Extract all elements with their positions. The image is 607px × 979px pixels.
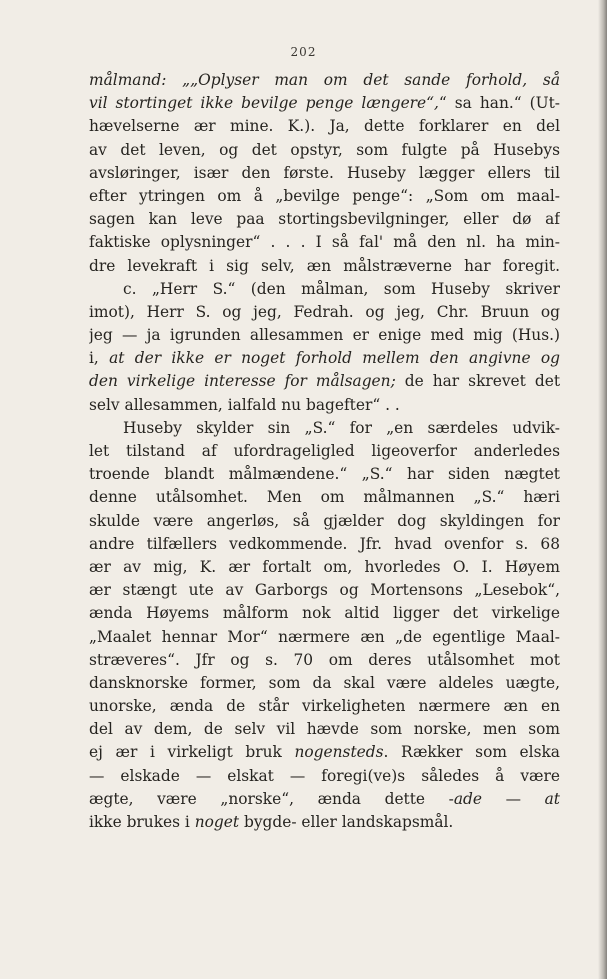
text-line <box>89 788 560 811</box>
text-segment: imot), Herr S. og jeg, Fedrah. og jeg, Chr. Bruun og <box>89 302 560 321</box>
text-line <box>89 208 560 231</box>
text-segment: — <box>481 789 545 808</box>
text-segment: — elskade — elskat — foregi(ve)s således å være <box>89 766 560 785</box>
text-line <box>89 115 560 138</box>
text-line <box>89 278 560 301</box>
text-segment: selv allesammen, ialfald nu bagefter“ . . <box>89 395 400 414</box>
text-line <box>89 486 560 509</box>
text-line <box>89 602 560 625</box>
text-segment: ænda Høyems målform nok altid ligger det virkelige <box>89 604 560 623</box>
text-line <box>89 649 560 672</box>
text-segment: hævelserne ær mine. K.). Ja, dette forklarer en del <box>89 117 560 136</box>
italic-text-segment: målmand: „„Oplyser man om det sande forhold, så <box>89 71 560 89</box>
text-line <box>89 231 560 254</box>
text-segment: faktiske oplysninger“ . . . I så fal' må den nl. ha min- <box>89 233 560 252</box>
text-line <box>89 139 560 162</box>
text-line <box>89 347 560 370</box>
text-line <box>89 579 560 602</box>
text-segment: av det leven, og det opstyr, som fulgte på Husebys <box>89 140 560 159</box>
text-segment: jeg — ja igrunden allesammen er enige med mig (Hus.) <box>89 326 560 345</box>
italic-text-segment: nogensteds <box>294 743 384 762</box>
text-segment: denne utålsomhet. Men om målmannen „S.“ hæri <box>89 488 560 507</box>
text-segment: ikke brukes i <box>89 813 195 831</box>
text-line <box>89 718 560 741</box>
text-segment: Huseby skylder sin „S.“ for „en særdeles udvik- <box>123 418 560 437</box>
text-line <box>89 301 560 324</box>
text-segment: . Rækker som elska <box>383 743 560 762</box>
text-segment: efter ytringen om å „bevilge penge“: „Som om maal- <box>89 186 560 205</box>
text-line <box>89 394 560 417</box>
text-line <box>89 741 560 764</box>
text-line <box>89 811 560 834</box>
text-line <box>89 672 560 695</box>
text-segment: unorske, ænda de står virkeligheten nærmere æn en <box>89 697 560 716</box>
text-line <box>89 533 560 556</box>
text-segment: troende blandt målmændene.“ „S.“ har siden nægtet <box>89 465 560 484</box>
page-number: 202 <box>290 45 317 59</box>
text-segment: let tilstand af ufordrageligled ligeoverfor anderledes <box>89 442 560 460</box>
text-segment: dansknorske former, som da skal være aldeles uægte, <box>89 673 560 692</box>
text-line <box>89 510 560 533</box>
text-line <box>89 695 560 718</box>
text-line <box>89 92 560 115</box>
text-line <box>89 626 560 649</box>
text-line <box>89 255 560 278</box>
text-line <box>89 765 560 788</box>
page-body-text <box>89 69 560 834</box>
text-line <box>89 463 560 486</box>
text-segment: bygde- eller landskapsmål. <box>239 813 454 831</box>
text-line <box>89 370 560 393</box>
text-segment: ær stængt ute av Garborgs og Mortensons „Lesebok“, <box>89 581 560 600</box>
text-segment: ær av mig, K. ær fortalt om, hvorledes O. I. Høyem <box>89 557 560 576</box>
italic-text-segment: at <box>544 789 560 808</box>
text-line <box>89 440 560 463</box>
italic-text-segment: at der ikke er noget forhold mellem den angivne og <box>109 349 560 368</box>
text-segment: „Maalet hennar Mor“ nærmere æn „de egentlige Maal- <box>89 627 560 646</box>
text-segment: dre levekraft i sig selv, æn målstræverne har foregit. <box>89 256 560 275</box>
text-segment: del av dem, de selv vil hævde som norske, men som <box>89 720 560 739</box>
text-segment: andre tilfællers vedkommende. Jfr. hvad ovenfor s. 68 <box>89 534 560 553</box>
text-segment: ægte, være „norske“, ænda dette - <box>89 789 454 808</box>
text-segment: sagen kan leve paa stortingsbevilgninger, eller dø af <box>89 210 560 229</box>
text-line <box>89 324 560 347</box>
text-line <box>89 185 560 208</box>
text-segment: skulde være angerløs, så gjælder dog skyldingen for <box>89 511 560 530</box>
italic-text-segment: den virkelige interesse for målsagen; <box>89 372 396 391</box>
italic-text-segment: noget <box>194 813 240 831</box>
text-line <box>89 69 560 92</box>
text-line <box>89 556 560 579</box>
text-segment: stræveres“. Jfr og s. 70 om deres utålsomhet mot <box>89 650 560 669</box>
italic-text-segment: ade <box>453 789 482 808</box>
italic-text-segment: vil stortinget ikke bevilge penge længere“, <box>89 94 439 113</box>
text-segment: de har skrevet det <box>395 372 560 391</box>
text-segment: c. „Herr S.“ (den målman, som Huseby skriver <box>123 279 560 298</box>
page-edge-shadow <box>598 0 607 979</box>
text-segment: i, <box>89 349 110 368</box>
text-line <box>89 417 560 440</box>
text-segment: ej ær i virkeligt bruk <box>89 743 295 762</box>
text-segment: “ sa han.“ (Ut- <box>438 94 560 113</box>
text-line <box>89 162 560 185</box>
text-segment: avsløringer, især den første. Huseby lægger ellers til <box>89 163 560 182</box>
